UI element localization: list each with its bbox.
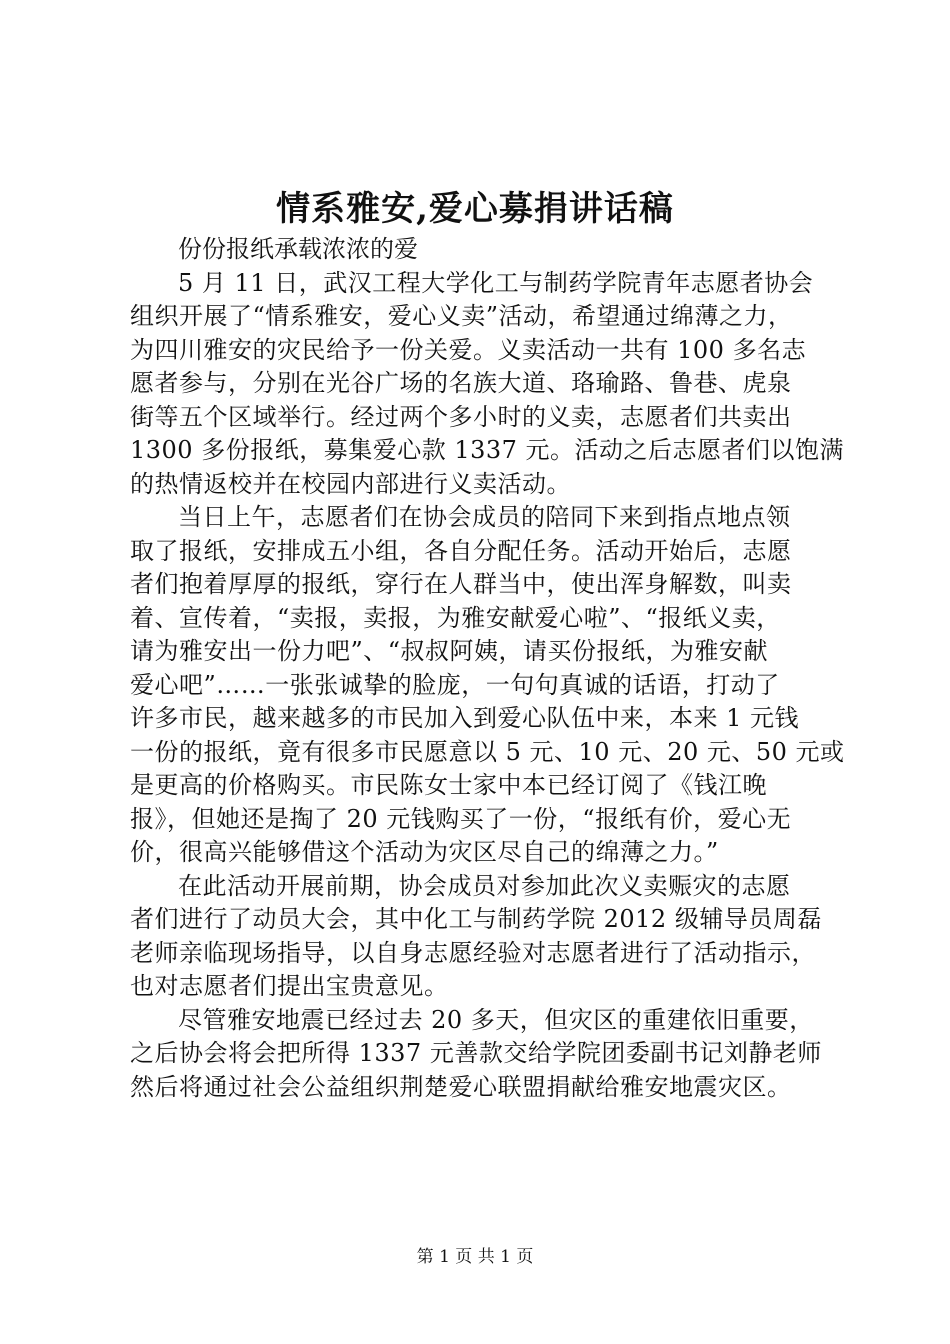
paragraph-4 — [130, 1004, 830, 1105]
paragraph-line: 组织开展了“情系雅安，爱心义卖”活动，希望通过绵薄之力， — [130, 302, 793, 330]
paragraph-line: 价，很高兴能够借这个活动为灾区尽自己的绵薄之力。” — [130, 838, 719, 866]
paragraph-3 — [130, 870, 830, 1004]
paragraph-line: 在此活动开展前期，协会成员对参加此次义卖赈灾的志愿 — [178, 871, 791, 900]
paragraph-line: 报》，但她还是掏了 20 元钱购买了一份，“报纸有价，爱心无 — [130, 804, 792, 833]
paragraph-line: 老师亲临现场指导，以自身志愿经验对志愿者进行了活动指示， — [130, 938, 816, 967]
paragraph-line: 当日上午，志愿者们在协会成员的陪同下来到指点地点领 — [178, 503, 791, 531]
paragraph-line: 也对志愿者们提出宝贵意见。 — [130, 972, 449, 1000]
paragraph-line: 尽管雅安地震已经过去 20 多天，但灾区的重建依旧重要， — [178, 1005, 814, 1034]
paragraph-line: 街等五个区域举行。经过两个多小时的义卖，志愿者们共卖出 — [130, 402, 792, 431]
document-subtitle: 份份报纸承载浓浓的爱 — [178, 235, 418, 263]
paragraph-line: 为四川雅安的灾民给予一份关爱。义卖活动一共有 100 多名志 — [130, 335, 807, 364]
paragraph-line: 1300 多份报纸，募集爱心款 1337 元。活动之后志愿者们以饱满 — [130, 436, 845, 464]
document-body — [130, 233, 845, 1104]
paragraph-line: 的热情返校并在校园内部进行义卖活动。 — [130, 469, 571, 498]
paragraph-line: 者们抱着厚厚的报纸，穿行在人群当中，使出浑身解数，叫卖 — [130, 570, 792, 598]
page-number-footer: 第 1 页 共 1 页 — [416, 1247, 534, 1267]
paragraph-line: 之后协会将会把所得 1337 元善款交给学院团委副书记刘静老师 — [130, 1039, 822, 1067]
paragraph-2 — [130, 501, 845, 870]
paragraph-line: 取了报纸，安排成五小组，各自分配任务。活动开始后，志愿 — [130, 536, 792, 565]
paragraph-line: 请为雅安出一份力吧”、“叔叔阿姨，请买份报纸，为雅安献 — [130, 637, 769, 665]
paragraph-line: 愿者参与，分别在光谷广场的名族大道、珞瑜路、鲁巷、虎泉 — [130, 369, 792, 397]
paragraph-line: 5 月 11 日，武汉工程大学化工与制药学院青年志愿者协会 — [178, 268, 814, 297]
paragraph-line: 着、宣传着，“卖报，卖报，为雅安献爱心啦”、“报纸义卖， — [130, 603, 781, 632]
paragraph-line: 是更高的价格购买。市民陈女士家中本已经订阅了《钱江晚 — [130, 771, 767, 799]
paragraph-line: 者们进行了动员大会，其中化工与制药学院 2012 级辅导员周磊 — [130, 905, 822, 933]
paragraph-line: 许多市民，越来越多的市民加入到爱心队伍中来，本来 1 元钱 — [130, 704, 800, 732]
paragraph-line: 然后将通过社会公益组织荆楚爱心联盟捐献给雅安地震灾区。 — [130, 1072, 792, 1101]
paragraph-line: 爱心吧”……一张张诚挚的脸庞，一句句真诚的话语，打动了 — [130, 670, 780, 699]
paragraph-1 — [130, 267, 845, 502]
document-title: 情系雅安,爱心募捐讲话稿 — [276, 189, 674, 229]
paragraph-line: 一份的报纸，竟有很多市民愿意以 5 元、10 元、20 元、50 元或 — [130, 737, 845, 766]
